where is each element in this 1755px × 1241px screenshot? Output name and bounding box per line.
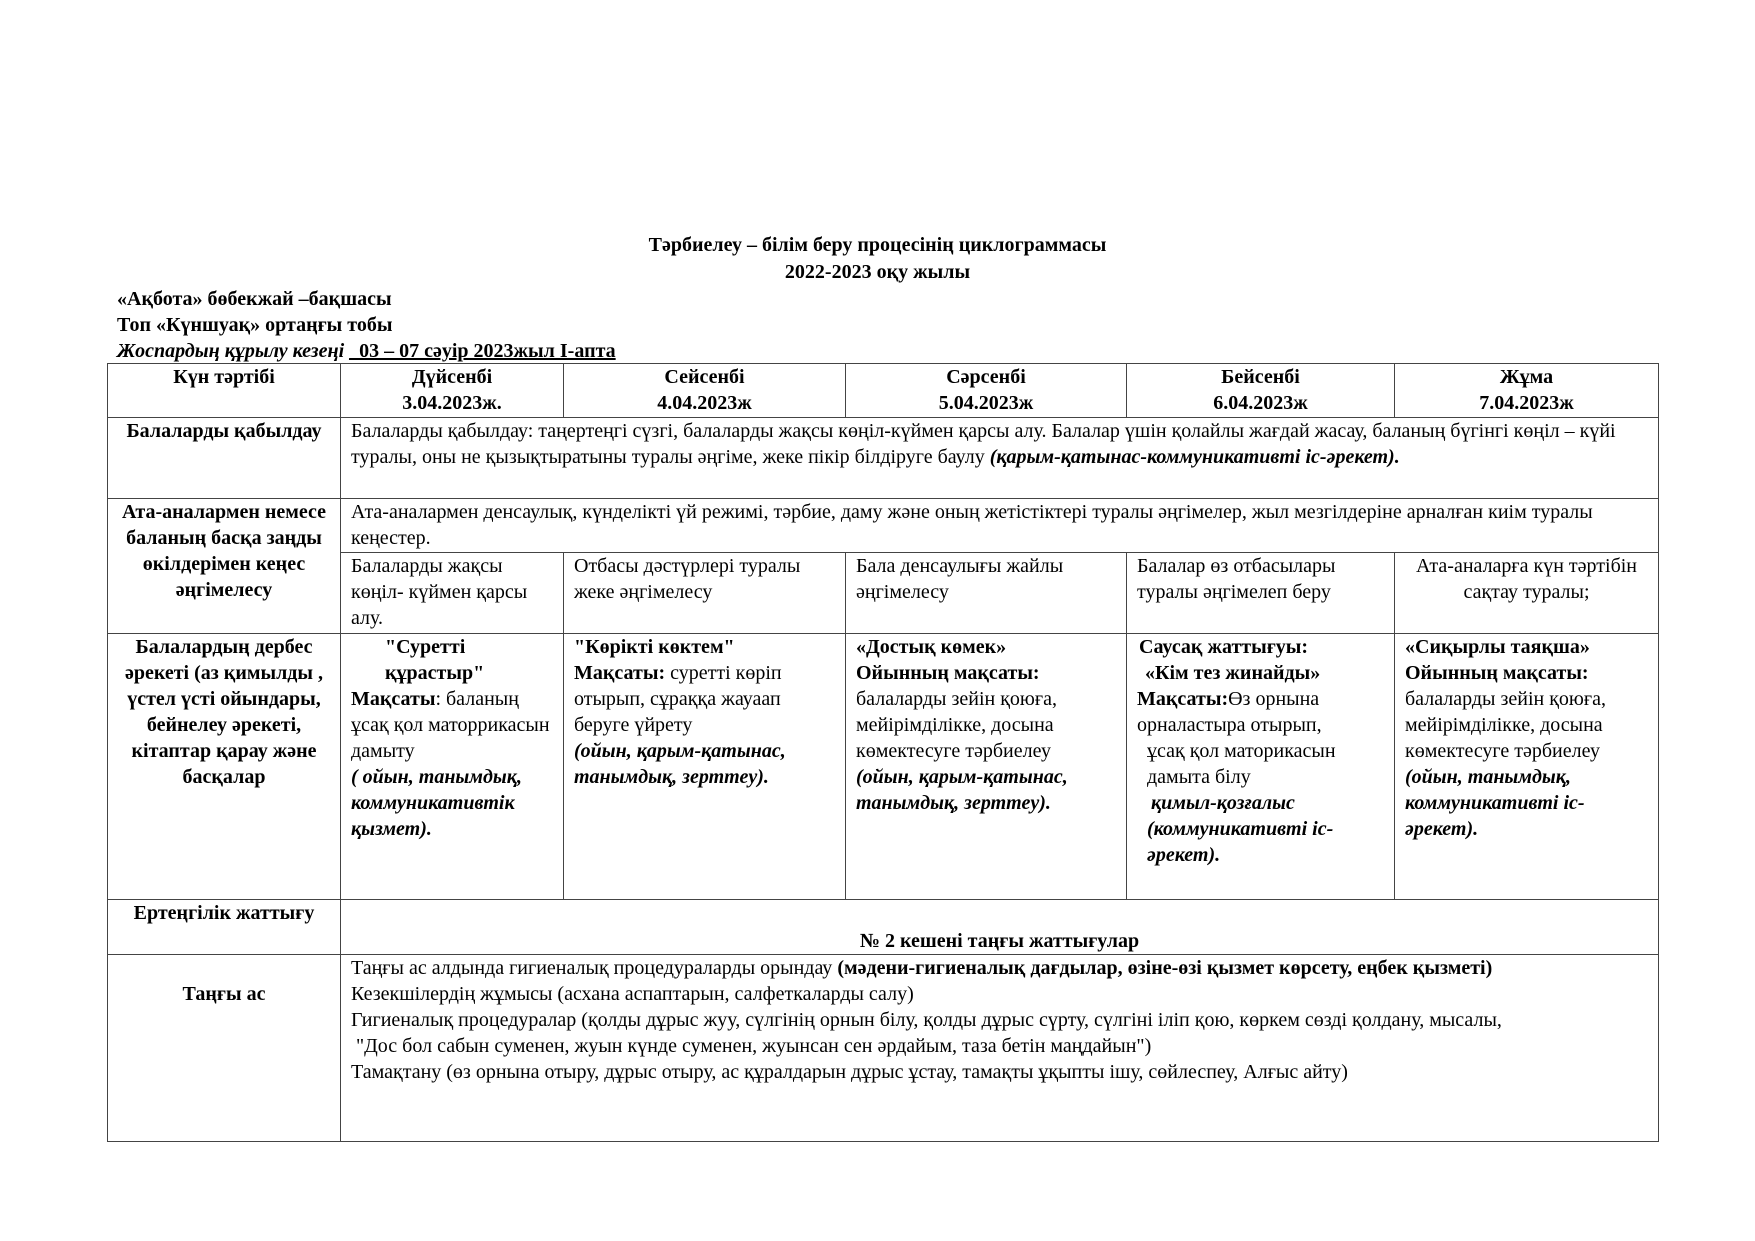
day-header-tuesday: Сейсенбі 4.04.2023ж: [564, 364, 846, 418]
document-title: Тәрбиелеу – білім беру процесінің циклограммасы: [648, 234, 1107, 256]
reception-text: Балаларды қабылдау: таңертеңгі сүзгі, балаларды жақсы көңіл-күймен қарсы алу. Балалар үшін қолайлы жағдай жасау, баланың бүгінгі көңіл – күйі туралы, оны не қызықтыратыны туралы әңгіме, жеке пікір білдіруге баулу (қарым-қатынас-коммуникативті іс-әрекет).: [341, 418, 1659, 499]
cyclogram-table: [107, 363, 1659, 1142]
day-header-monday: Дүйсенбі 3.04.2023ж.: [341, 364, 564, 418]
academic-year: 2022-2023 оқу жылы: [784, 261, 971, 283]
parents-wednesday: Бала денсаулығы жайлы әңгімелесу: [846, 553, 1127, 634]
parents-common-text: Ата-аналармен денсаулық, күнделікті үй режимі, тәрбие, даму және оның жетістіктері туралы әңгімелер, жыл мезгілдеріне арналған киім туралы кеңестер.: [341, 499, 1659, 553]
parents-friday: Ата-аналарға күн тәртібін сақтау туралы;: [1395, 553, 1659, 634]
table-row-independent: [108, 634, 1659, 900]
row-label-breakfast: Таңғы ас: [108, 955, 341, 1142]
group-name: Топ «Күншуақ» ортаңғы тобы: [117, 314, 393, 336]
plan-period-label: Жоспардың құрылу кезеңі: [117, 340, 345, 362]
row-label-parents: Ата-аналармен немесе баланың басқа заңды өкілдерімен кеңес әңгімелесу: [108, 499, 341, 634]
day-header-thursday: Бейсенбі 6.04.2023ж: [1127, 364, 1395, 418]
independent-wednesday: «Достық көмек» Ойынның мақсаты: балаларды зейін қоюға, мейірімділікке, досына көмектесуге тәрбиелеу (ойын, қарым-қатынас, танымдық, зерттеу).: [846, 634, 1127, 900]
independent-tuesday: "Көрікті көктем" Мақсаты: суретті көріп отырып, сұраққа жауаап беруге үйрету (ойын, қарым-қатынас, танымдық, зерттеу).: [564, 634, 846, 900]
row-label-reception: Балаларды қабылдау: [108, 418, 341, 499]
independent-friday: «Сиқырлы таяқша» Ойынның мақсаты: балаларды зейін қоюға, мейірімділікке, досына көмектесуге тәрбиелеу (ойын, танымдық, коммуникативті іс-әрекет).: [1395, 634, 1659, 900]
breakfast-text: Таңғы ас алдында гигиеналық процедураларды орындау (мәдени-гигиеналық дағдылар, өзіне-өзі қызмет көрсету, еңбек қызметі) Кезекшілердің жұмысы (асхана аспаптарын, салфеткаларды салу) Гигиеналық процедуралар (қолды дұрыс жуу, сүлгінің орнын білу, қолды дұрыс сүрту, сүлгіні іліп қою, көркем сөзді қолдану, мысалы, "Дос бол сабын суменен, жуын күнде суменен, жуынсан сен әрдайым, таза бетін маңдайын") Тамақтану (өз орнына отыру, дұрыс отыру, ас құралдарын дұрыс ұстау, тамақты ұқыпты ішу, сөйлеспеу, Алғыс айту): [341, 955, 1659, 1142]
routine-header: Күн тәртібі: [108, 364, 341, 418]
table-row-reception: [108, 418, 1659, 499]
independent-thursday: Саусақ жаттығуы: «Кім тез жинайды» Мақсаты:Өз орнына орналастыра отырып, ұсақ қол маторикасын дамыта білу қимыл-қозғалыс (коммуникативті іс-әрекет).: [1127, 634, 1395, 900]
plan-period-value: _03 – 07 сәуір 2023жыл I-апта: [349, 340, 616, 362]
independent-monday: "Суретті құрастыр" Мақсаты: баланың ұсақ қол маторрикасын дамыту ( ойын, танымдық, коммуникативтік қызмет).: [341, 634, 564, 900]
table-row-parents-days: [108, 553, 1659, 634]
parents-thursday: Балалар өз отбасылары туралы әңгімелеп беру: [1127, 553, 1395, 634]
parents-monday: Балаларды жақсы көңіл- күймен қарсы алу.: [341, 553, 564, 634]
exercise-text: № 2 кешені таңғы жаттығулар: [341, 900, 1659, 955]
plan-period: [117, 338, 616, 364]
table-row-parents: [108, 499, 1659, 553]
parents-tuesday: Отбасы дәстүрлері туралы жеке әңгімелесу: [564, 553, 846, 634]
table-row-exercise: [108, 900, 1659, 955]
table-row-breakfast: [108, 955, 1659, 1142]
day-header-wednesday: Сәрсенбі 5.04.2023ж: [846, 364, 1127, 418]
row-label-exercise: Ертеңгілік жаттығу: [108, 900, 341, 955]
row-label-independent: Балалардың дербес әрекеті (аз қимылды , үстел үсті ойындары, бейнелеу әрекеті, кітаптар қарау және басқалар: [108, 634, 341, 900]
kindergarten-name: «Ақбота» бөбекжай –бақшасы: [117, 288, 392, 310]
table-header-row: [108, 364, 1659, 418]
day-header-friday: Жұма 7.04.2023ж: [1395, 364, 1659, 418]
